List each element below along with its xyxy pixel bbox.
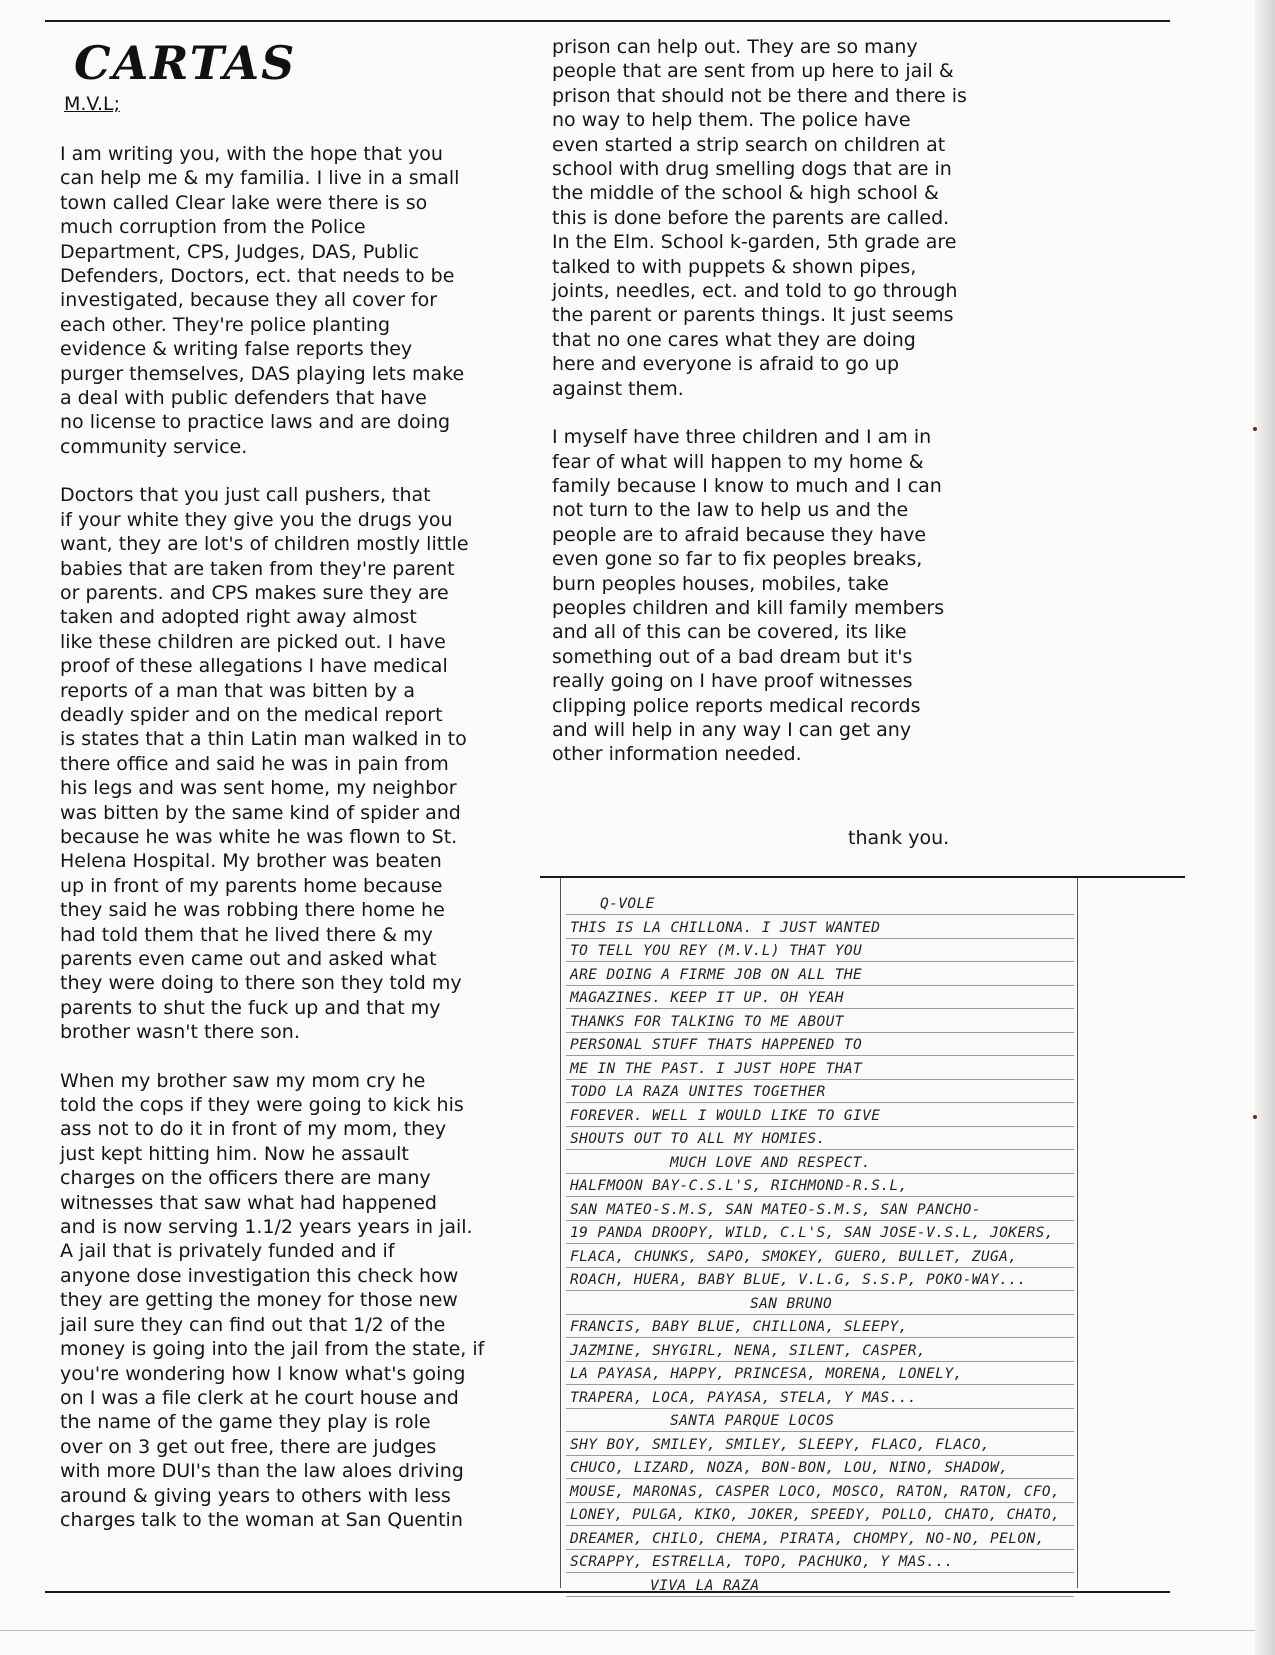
note-ruled-line — [566, 1055, 1074, 1056]
note-ruled-line — [566, 1478, 1074, 1479]
note-line: SHOUTS OUT TO ALL MY HOMIES. — [570, 1131, 826, 1147]
note-line: ARE DOING A FIRME JOB ON ALL THE — [570, 966, 863, 983]
note-ruled-line — [566, 1572, 1074, 1573]
note-ruled-line — [566, 1549, 1074, 1550]
note-ruled-line — [566, 1126, 1074, 1127]
note-ruled-line — [566, 1431, 1074, 1432]
note-ruled-line — [566, 1384, 1074, 1385]
note-ruled-line — [566, 961, 1074, 962]
note-margin-right — [1077, 878, 1078, 1588]
note-line: FRANCIS, BABY BLUE, CHILLONA, SLEEPY, — [570, 1319, 908, 1335]
note-ruled-line — [566, 1196, 1074, 1197]
note-line: THANKS FOR TALKING TO ME ABOUT — [570, 1013, 844, 1030]
note-line: TODO LA RAZA UNITES TOGETHER — [570, 1084, 826, 1100]
letter-paragraph: When my brother saw my mom cry he told the cops if they were going to kick his ass not to do it in front of my mom, they just kept hitting him. Now he assault charges on the officers there are many witnesses that saw what had happened and is now serving 1.1/2 years years in jail. — [60, 1069, 473, 1239]
letter-paragraph: I myself have three children and I am in fear of what will happen to my home & family because I know to much and I can not turn to the law to help us and the people are to afraid because they have even gone so far to fix peoples breaks, burn peoples houses, mobiles, take peoples children and kill family members and all of this can be covered, its like something out of a bad dream but it's really going on I have proof witnesses clipping police reports medical records and will help in any way I can get any other information needed. — [552, 426, 945, 766]
note-line: MUCH LOVE AND RESPECT. — [670, 1154, 871, 1171]
footer-line — [0, 1630, 1255, 1631]
note-line: ME IN THE PAST. I JUST HOPE THAT — [570, 1060, 863, 1077]
note-ruled-line — [566, 1455, 1074, 1456]
note-ruled-line — [566, 1596, 1074, 1597]
salutation: M.V.L; — [64, 93, 121, 115]
note-line: LA PAYASA, HAPPY, PRINCESA, MORENA, LONELY, — [570, 1366, 963, 1382]
note-ruled-line — [566, 1220, 1074, 1221]
note-ruled-line — [566, 1243, 1074, 1244]
note-line: THIS IS LA CHILLONA. I JUST WANTED — [570, 919, 881, 936]
note-ruled-line — [566, 1408, 1074, 1409]
note-ruled-line — [566, 1337, 1074, 1338]
note-line: MAGAZINES. KEEP IT UP. OH YEAH — [570, 990, 844, 1006]
note-line: 19 PANDA DROOPY, WILD, C.L'S, SAN JOSE-V.S.L, JOKERS, — [570, 1225, 1054, 1241]
note-line: JAZMINE, SHYGIRL, NENA, SILENT, CASPER, — [570, 1342, 927, 1359]
edge-mark — [1253, 427, 1257, 431]
letter-column-right — [552, 35, 1022, 767]
note-ruled-line — [566, 1314, 1074, 1315]
note-line: FOREVER. WELL I WOULD LIKE TO GIVE — [570, 1107, 881, 1124]
letter-closing: thank you. — [848, 827, 950, 849]
page-edge-shadow — [1255, 0, 1275, 1655]
note-ruled-line — [566, 1290, 1074, 1291]
note-ruled-line — [566, 1502, 1074, 1503]
note-line: SCRAPPY, ESTRELLA, TOPO, PACHUKO, Y MAS... — [570, 1554, 954, 1570]
note-line: FLACA, CHUNKS, SAPO, SMOKEY, GUERO, BULLET, ZUGA, — [570, 1248, 1018, 1265]
note-ruled-line — [566, 938, 1074, 939]
note-ruled-line — [566, 985, 1074, 986]
note-line: ROACH, HUERA, BABY BLUE, V.L.G, S.S.P, POKO-WAY... — [570, 1272, 1027, 1288]
note-line: LONEY, PULGA, KIKO, JOKER, SPEEDY, POLLO, CHATO, CHATO, — [570, 1507, 1061, 1523]
note-ruled-line — [566, 1267, 1074, 1268]
letter-paragraph: A jail that is privately funded and if anyone dose investigation this check how they are getting the money for those new jail sure they can find out that 1/2 of the money is going into the jail from the state, if you're wondering how I know what's going on I was a file clerk at he court house and the name of the game they play is role over on 3 get out free, there are judges with more DUI's than the law aloes driving around & giving years to others with less charges talk to the woman at San Quentin — [60, 1240, 485, 1531]
note-margin-left — [560, 878, 561, 1588]
note-ruled-line — [566, 1361, 1074, 1362]
letter-paragraph: prison can help out. They are so many people that are sent from up here to jail & prison that should not be there and there is no way to help them. The police have even started a strip search on children at school with drug smelling dogs that are in the middle of the school & high school & this is done before the parents are called. In the Elm. School k-garden, 5th grade are talked to with puppets & shown pipes, joints, needles, ect. and told to go through the parent or parents things. It just seems that no one cares what they are doing here and everyone is afraid to go up against them. — [552, 36, 967, 400]
note-line: DREAMER, CHILO, CHEMA, PIRATA, CHOMPY, NO-NO, PELON, — [570, 1530, 1045, 1547]
note-line: CHUCO, LIZARD, NOZA, BON-BON, LOU, NINO, SHADOW, — [570, 1460, 1009, 1476]
note-line: VIVA LA RAZA — [650, 1577, 760, 1594]
note-ruled-line — [566, 1173, 1074, 1174]
bottom-rule — [45, 1591, 1170, 1593]
letter-column-left — [60, 142, 530, 1532]
note-ruled-line — [566, 1079, 1074, 1080]
note-line: Q-VOLE — [600, 896, 655, 912]
letter-paragraph: I am writing you, with the hope that you can help me & my familia. I live in a small town called Clear lake were there is so much corruption from the Police Department, CPS, Judges, DAS, Public Defenders, Doctors, ect. that needs to be investigated, because they all cover for each other. They're police planting evidence & writing false reports they purger themselves, DAS playing lets make a deal with public defenders that have no license to practice laws and are doing community service. — [60, 143, 465, 458]
note-ruled-line — [566, 1525, 1074, 1526]
handwritten-note — [560, 878, 1085, 1594]
edge-mark — [1253, 1115, 1257, 1119]
top-rule — [45, 20, 1170, 22]
note-line: MOUSE, MARONAS, CASPER LOCO, MOSCO, RATON, RATON, CFO, — [570, 1483, 1061, 1500]
note-line: SHY BOY, SMILEY, SMILEY, SLEEPY, FLACO, FLACO, — [570, 1436, 990, 1453]
note-line: TO TELL YOU REY (M.V.L) THAT YOU — [570, 943, 863, 959]
note-line: SANTA PARQUE LOCOS — [670, 1413, 835, 1429]
note-ruled-line — [566, 914, 1074, 915]
note-line: HALFMOON BAY-C.S.L'S, RICHMOND-R.S.L, — [570, 1178, 908, 1194]
note-ruled-line — [566, 1032, 1074, 1033]
section-masthead: CARTAS — [74, 36, 297, 90]
note-line: SAN MATEO-S.M.S, SAN MATEO-S.M.S, SAN PANCHO- — [570, 1201, 981, 1218]
note-line: TRAPERA, LOCA, PAYASA, STELA, Y MAS... — [570, 1389, 917, 1406]
letter-paragraph: Doctors that you just call pushers, that if your white they give you the drugs you want, they are lot's of children mostly little babies that are taken from they're parent or parents. and CPS makes sure they are taken and adopted right away almost like these children are picked out. I have proof of these allegations I have medical reports of a man that was bitten by a deadly spider and on the medical report is states that a thin Latin man walked in to there office and said he was in pain from his legs and was sent home, my neighbor was bitten by the same kind of spider and because he was white he was flown to St. Helena Hospital. My brother was beaten up in front of my parents home because they said he was robbing there home he had told them that he lived there & my parents even came out and asked what they were doing to there son they told my parents to shut the fuck up and that my brother wasn't there son. — [60, 484, 469, 1044]
note-ruled-line — [566, 1008, 1074, 1009]
note-ruled-line — [566, 1102, 1074, 1103]
note-ruled-line — [566, 1149, 1074, 1150]
note-line: SAN BRUNO — [750, 1295, 833, 1312]
note-line: PERSONAL STUFF THATS HAPPENED TO — [570, 1037, 863, 1053]
